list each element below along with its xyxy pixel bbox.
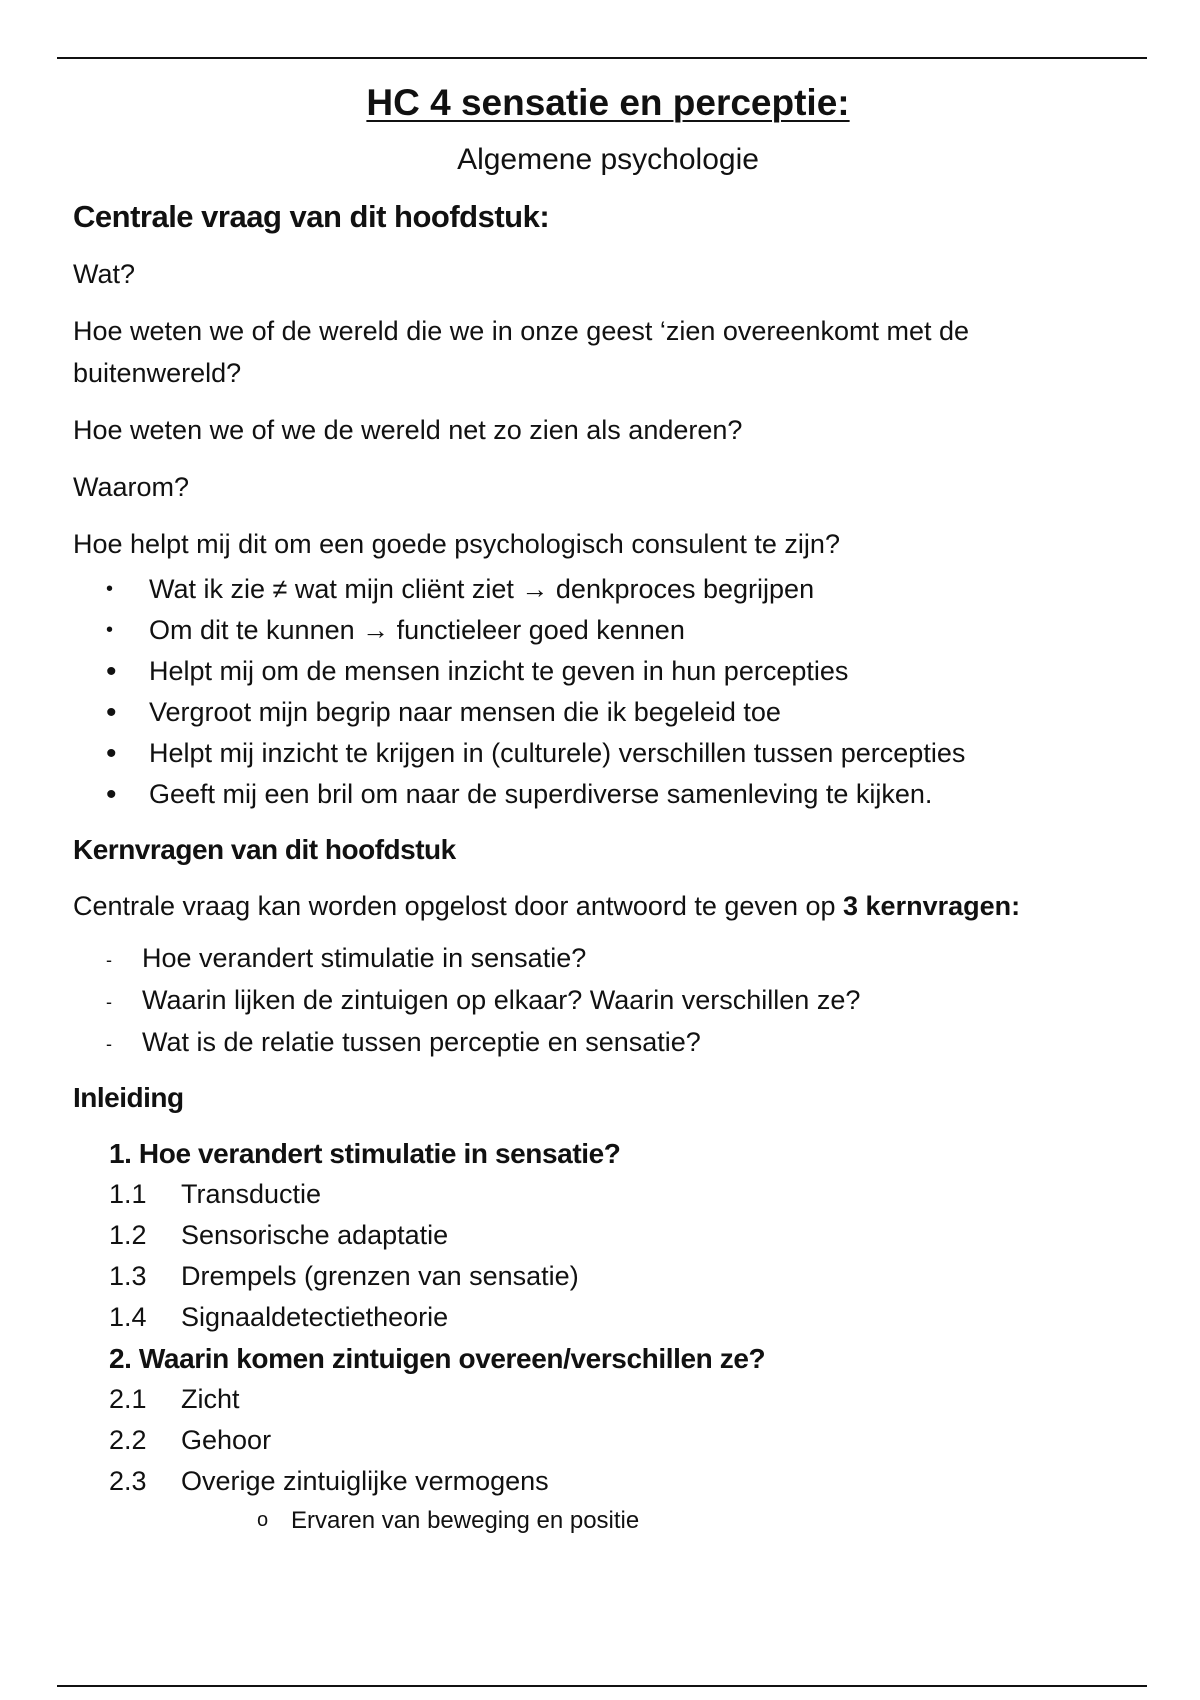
toc-item — [109, 1297, 1143, 1338]
toc-item-number: 2.3 — [109, 1466, 147, 1496]
list-item: • Vergroot mijn begrip naar mensen die ik begeleid toe — [106, 692, 1143, 733]
core-questions-heading: Kernvragen van dit hoofdstuk — [73, 834, 456, 865]
toc-item — [109, 1461, 1143, 1502]
toc-item-number: 1.4 — [109, 1302, 147, 1332]
toc-item — [109, 1256, 1143, 1297]
page-subtitle: Algemene psychologie — [457, 143, 759, 176]
toc-item-label: Signaaldetectietheorie — [181, 1302, 449, 1332]
toc-item-label: Transductie — [181, 1179, 322, 1209]
what-label: Wat? — [73, 259, 136, 289]
toc-item — [109, 1174, 1143, 1215]
list-item: • Helpt mij inzicht te krijgen in (culturele) verschillen tussen percepties — [106, 733, 1143, 774]
toc-subitem: o Ervaren van beweging en positie — [257, 1502, 1143, 1540]
toc-item-number: 1.1 — [109, 1179, 147, 1209]
list-item: • Geeft mij een bril om naar de superdiverse samenleving te kijken. — [106, 774, 1143, 815]
reasons-list — [106, 569, 1143, 815]
toc-item — [109, 1379, 1143, 1420]
core-intro-text: Centrale vraag kan worden opgelost door antwoord te geven op — [73, 891, 844, 921]
what-question-2: Hoe weten we of we de wereld net zo zien als anderen? — [73, 415, 743, 445]
toc-item-label: Drempels (grenzen van sensatie) — [181, 1261, 579, 1291]
toc-item-label: Overige zintuiglijke vermogens — [181, 1466, 549, 1496]
introduction-heading: Inleiding — [73, 1082, 184, 1113]
central-question-heading: Centrale vraag van dit hoofdstuk: — [73, 199, 550, 234]
list-item: • Om dit te kunnen → functieleer goed kennen — [106, 610, 1143, 651]
toc-section-1: 1. Hoe verandert stimulatie in sensatie? — [109, 1138, 621, 1169]
list-item: - Waarin lijken de zintuigen op elkaar? Waarin verschillen ze? — [106, 979, 1143, 1021]
document-page — [73, 72, 1143, 1540]
top-rule — [57, 57, 1147, 59]
why-question: Hoe helpt mij dit om een goede psychologisch consulent te zijn? — [73, 529, 840, 559]
toc-item-number: 1.3 — [109, 1261, 147, 1291]
page-title: HC 4 sensatie en perceptie: — [366, 82, 850, 123]
core-questions-list — [106, 937, 1143, 1063]
toc-item-label: Sensorische adaptatie — [181, 1220, 449, 1250]
toc-section-2: 2. Waarin komen zintuigen overeen/verschillen ze? — [109, 1343, 766, 1374]
table-of-contents — [109, 1133, 1143, 1540]
list-item: - Wat is de relatie tussen perceptie en sensatie? — [106, 1021, 1143, 1063]
bottom-rule — [57, 1685, 1147, 1687]
toc-item — [109, 1215, 1143, 1256]
toc-item-number: 1.2 — [109, 1220, 147, 1250]
toc-item-number: 2.2 — [109, 1425, 147, 1455]
core-intro-bold: 3 kernvragen: — [843, 891, 1021, 921]
list-item: - Hoe verandert stimulatie in sensatie? — [106, 937, 1143, 979]
toc-item-label: Gehoor — [181, 1425, 272, 1455]
what-question-1: Hoe weten we of de wereld die we in onze geest ‘zien overeenkomt met de buitenwereld? — [73, 316, 970, 388]
list-item: • Wat ik zie ≠ wat mijn cliënt ziet → denkproces begrijpen — [106, 569, 1143, 610]
why-label: Waarom? — [73, 472, 190, 502]
toc-item — [109, 1420, 1143, 1461]
toc-item-label: Zicht — [181, 1384, 240, 1414]
core-questions-intro — [73, 885, 1143, 927]
toc-item-number: 2.1 — [109, 1384, 147, 1414]
list-item: • Helpt mij om de mensen inzicht te geven in hun percepties — [106, 651, 1143, 692]
